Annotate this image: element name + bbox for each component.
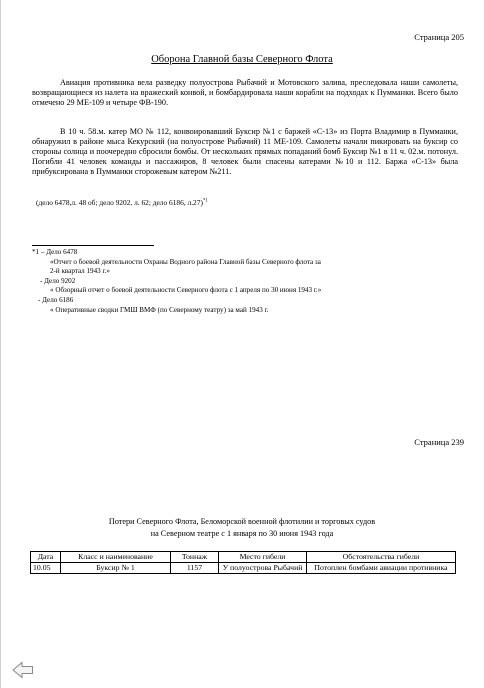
archive-reference — [36, 198, 208, 207]
page-number: Страница 205 — [414, 32, 464, 42]
footnote-line: *1 – Дело 6478 — [32, 248, 78, 256]
table-cell: Буксир № 1 — [61, 563, 171, 574]
footnote-line: - Дело 6186 — [38, 295, 74, 304]
section-title: Оборона Главной базы Северного Флота — [151, 54, 333, 65]
column-header: Место гибели — [219, 552, 307, 563]
footnote-line: «Отчет о боевой деятельности Охраны Водного района Главной базы Северного флота за — [50, 257, 321, 266]
column-header: Тоннаж — [171, 552, 219, 563]
table-cell: 1157 — [171, 563, 219, 574]
table-title-line: Потери Северного Флота, Беломорской военной флотилии и торговых судов — [108, 517, 376, 526]
table-title — [0, 516, 484, 540]
footnote-line: - Дело 9202 — [40, 276, 76, 285]
footnote-line: « Обзорный отчет о боевой деятельности Северного флота с 1 апреля по 30 июня 1943 г.» — [50, 286, 322, 295]
table-cell: У полуострова Рыбачий — [219, 563, 307, 574]
column-header: Обстоятельства гибели — [307, 552, 456, 563]
paragraph-text: В 10 ч. 58.м. катер МО № 112, конвоировавший Буксир №1 с баржей «С-13» из Порта Владимир в Пумманки, обнаружил в районе мыса Кекурский (на полуострове Рыбачий) 11 МЕ-109. Самолеты начали пикировать на буксир со стороны солнца и поочередно сбросили бомбы. От нескольких прямых попаданий бомб Буксир №1 в 11 ч. 02.м. потонул. Погибли 41 человек команды и пассажиров, 8 человек были спасены катерами №10 и 112. Баржа «С-13» была прибуксирована в Пумманки сторожевым катером №211. — [32, 127, 458, 176]
back-arrow-icon[interactable] — [12, 661, 34, 679]
archive-reference-text: (дело 6478,л. 48 об; дело 9202, л. 62; дело 6186, л.27) — [36, 198, 203, 207]
table-row — [31, 563, 456, 574]
table-cell: 10.05 — [31, 563, 61, 574]
page-number: Страница 239 — [414, 437, 464, 447]
paragraph — [32, 78, 458, 108]
table-cell: Потоплен бомбами авиации противника — [307, 563, 456, 574]
column-header: Класс и наименование — [61, 552, 171, 563]
footnote-line: 2-й квартал 1943 г.» — [50, 267, 110, 276]
footnote-mark: *1 — [202, 198, 208, 204]
paragraph-text: Авиация противника вела разведку полуострова Рыбачий и Мотовского залива, преследовала наши самолеты, возвращающиеся из налета на вражеский конвой, и бомбардировала наши корабли на подходах к Пумманки. Всего было отмечено 29 МЕ-109 и четыре ФВ-190. — [32, 78, 458, 107]
paragraph — [32, 127, 458, 177]
footnotes — [32, 248, 452, 315]
column-header: Дата — [31, 552, 61, 563]
page-edge — [0, 0, 1, 688]
table-title-line: на Северном театре с 1 января по 30 июня 1943 года — [150, 529, 334, 538]
losses-table — [30, 551, 456, 574]
footnote-line: « Оперативные сводки ГМШ ВМФ (по Северному театру) за май 1943 г. — [50, 305, 269, 314]
table-header-row — [31, 552, 456, 563]
footnote-separator — [32, 245, 154, 246]
